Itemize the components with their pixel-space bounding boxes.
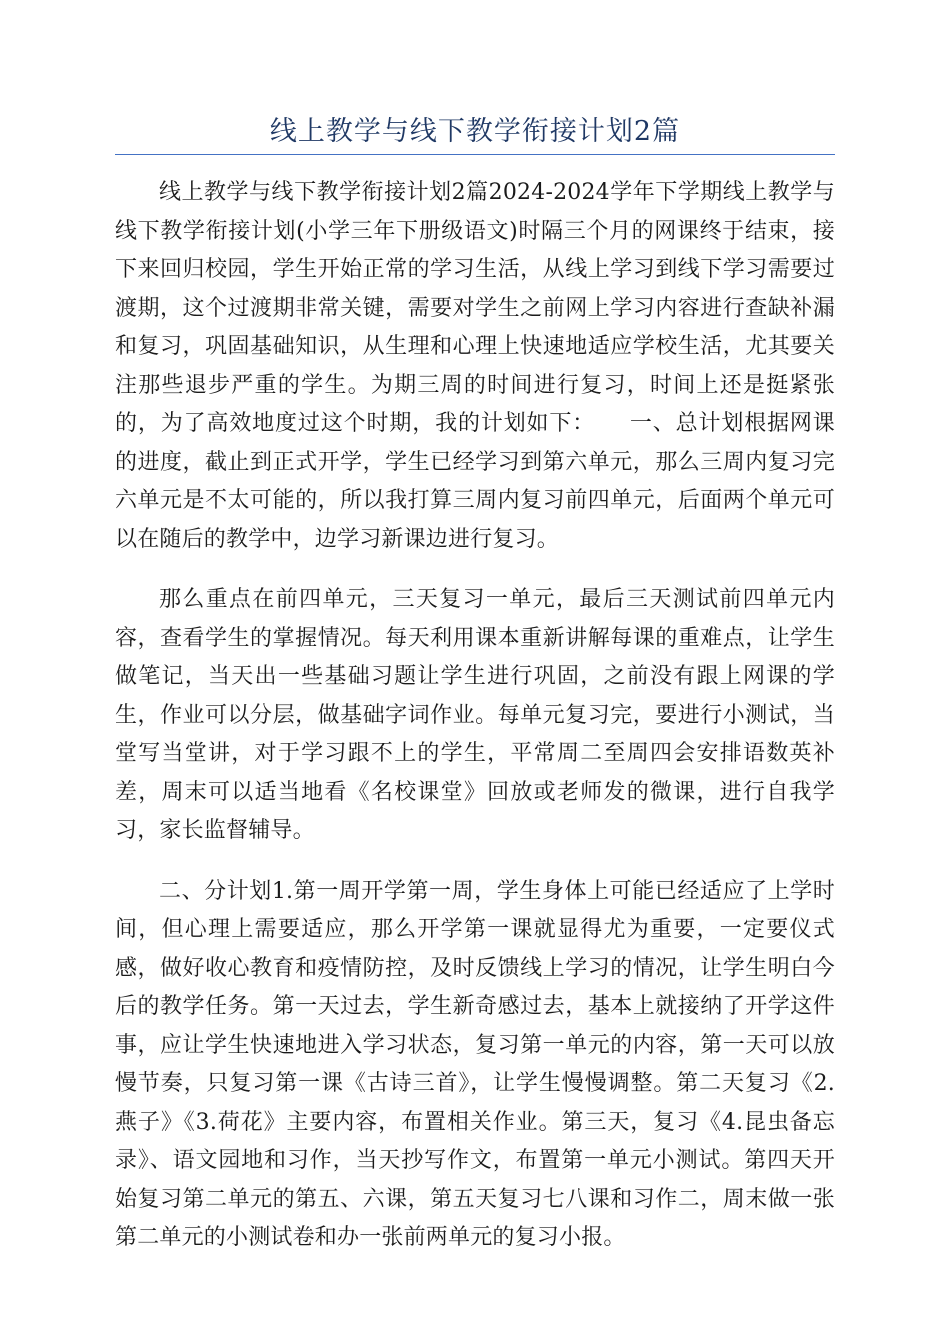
document-body (115, 174, 835, 1280)
paragraph-1: 线上教学与线下教学衔接计划2篇2024-2024学年下学期线上教学与线下教学衔接计划(小学三年下册级语文)时隔三个月的网课终于结束，接下来回归校园，学生开始正常的学习生活，从线上学习到线下学习需要过渡期，这个过渡期非常关键，需要对学生之前网上学习内容进行查缺补漏和复习，巩固基础知识，从生理和心理上快速地适应学校生活，尤其要关注那些退步严重的学生。为期三周的时间进行复习，时间上还是挺紧张的，为了高效地度过这个时期，我的计划如下： 一、总计划根据网课的进度，截止到正式开学，学生已经学习到第六单元，那么三周内复习完六单元是不太可能的，所以我打算三周内复习前四单元，后面两个单元可以在随后的教学中，边学习新课边进行复习。 (115, 180, 835, 552)
document-title: 线上教学与线下教学衔接计划2篇 (269, 116, 681, 147)
paragraph-3: 二、分计划1.第一周开学第一周，学生身体上可能已经适应了上学时间，但心理上需要适应，那么开学第一课就显得尤为重要，一定要仪式感，做好收心教育和疫情防控，及时反馈线上学习的情况，让学生明白今后的教学任务。第一天过去，学生新奇感过去，基本上就接纳了开学这件事，应让学生快速地进入学习状态，复习第一单元的内容，第一天可以放慢节奏，只复习第一课《古诗三首》，让学生慢慢调整。第二天复习《2.燕子》《3.荷花》主要内容，布置相关作业。第三天，复习《4.昆虫备忘录》、语文园地和习作，当天抄写作文，布置第一单元小测试。第四天开始复习第二单元的第五、六课，第五天复习七八课和习作二，周末做一张第二单元的小测试卷和办一张前两单元的复习小报。 (115, 878, 835, 1250)
title-underline (115, 154, 835, 155)
paragraph-2: 那么重点在前四单元，三天复习一单元，最后三天测试前四单元内容，查看学生的掌握情况。每天利用课本重新讲解每课的重难点，让学生做笔记，当天出一些基础习题让学生进行巩固，之前没有跟上网课的学生，作业可以分层，做基础字词作业。每单元复习完，要进行小测试，当堂写当堂讲，对于学习跟不上的学生，平常周二至周四会安排语数英补差，周末可以适当地看《名校课堂》回放或老师发的微课，进行自我学习，家长监督辅导。 (115, 587, 835, 843)
